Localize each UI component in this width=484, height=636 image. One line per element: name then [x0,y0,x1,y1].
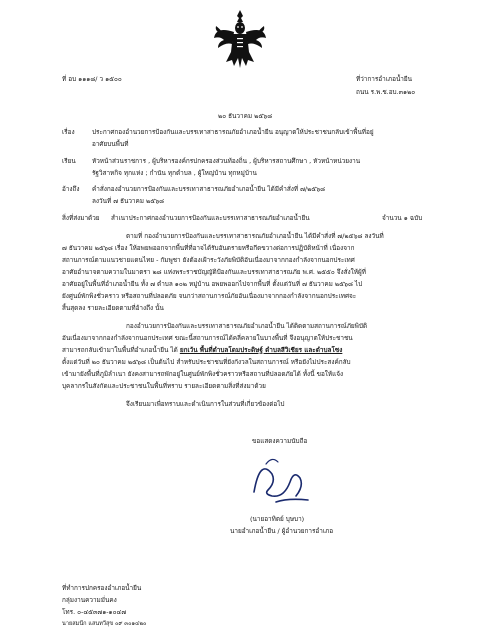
recipient-label: เรียน [62,157,76,165]
footer-unit: กลุ่มงานความมั่นคง [62,596,117,604]
reference-line2: ลงวันที่ ๗ ธันวาคม ๒๕๖๘ [92,197,165,205]
recipient-line2: รัฐวิสาหกิจ ทุกแห่ง ; กำนัน ทุกตำบล , ผู้ใหญ่บ้าน ทุกหมู่บ้าน [92,169,257,177]
signer-name: (นายอาทิตย์ บุษบา) [250,515,305,523]
footer-contact: นายสมนึก แสนทวีสุข ๐๙ ๓๐๑๔๒๐ [62,621,147,627]
paragraph2-line: เข้ามายังพื้นที่ภูมิลำเนา ยังคงสามารถพักอยู่ในศูนย์พักพิงชั่วคราวหรือสถานที่ปลอดภัยได้ ทั้งนี้ ขอให้แจ้ง [62,370,344,378]
paragraph1-line: ยังศูนย์พักพิงชั่วคราว หรือสถานที่ปลอดภัย จนกว่าสถานการณ์ภัยอันเนื่องมาจากกองกำลังจากนอกประเทศจะ [62,292,357,300]
regards-text: ขอแสดงความนับถือ [252,437,308,445]
paragraph2-permission-text: สามารถกลับเข้ามาในพื้นที่อำเภอน้ำยืน ได้ [62,346,180,354]
paragraph2-line: ตั้งแต่วันที่ ๒๐ ธันวาคม ๒๕๖๘ เป็นต้นไป สำหรับประชาชนที่ยังกังวลในสถานการณ์ หรือยังไม่ประสงค์กลับ [62,358,351,366]
recipient-line1: หัวหน้าส่วนราชการ , ผู้บริหารองค์กรปกครองส่วนท้องถิ่น , ผู้บริหารสถานศึกษา , หัวหน้าหน่วยงาน [92,157,361,165]
office-road: ถนน ร.พ.ช.อบ.๓๑๒๐ [356,88,416,96]
paragraph1-line: ๗ ธันวาคม ๒๕๖๘ เรื่อง ให้อพยพออกจากพื้นที่ที่อาจได้รับอันตรายหรือกีดขวางต่อการปฏิบัติหน้าที่ เนื่องจาก [62,244,355,252]
subject-text-line1: ประกาศกองอำนวยการป้องกันและบรรเทาสาธารณภัยอำเภอน้ำยืน อนุญาตให้ประชาชนกลับเข้าพื้นที่อยู่ [92,128,374,136]
subject-label: เรื่อง [62,128,75,136]
garuda-emblem-icon [212,8,268,70]
enclosure-label: สิ่งที่ส่งมาด้วย [62,214,100,222]
signature-icon [246,452,316,510]
paragraph1-line: อาศัยอำนาจตามความในมาตรา ๒๘ แห่งพระราชบัญญัติป้องกันและบรรเทาสาธารณภัย พ.ศ. ๒๕๕๐ จึงสั่งให้ผู้ที่ [62,268,366,276]
office-name: ที่ว่าการอำเภอน้ำยืน [356,75,413,83]
footer-office: ที่ทำการปกครองอำเภอน้ำยืน [62,584,142,592]
paragraph1-line: ตามที่ กองอำนวยการป้องกันและบรรเทาสาธารณภัยอำเภอน้ำยืน ได้มีคำสั่งที่ ๗/๒๕๖๘ ลงวันที่ [126,232,384,240]
reference-line1: คำสั่งกองอำนวยการป้องกันและบรรเทาสาธารณภัยอำเภอน้ำยืน ได้มีคำสั่งที่ ๗/๒๕๖๘ [92,185,326,193]
paragraph1-line: อาศัยอยู่ในพื้นที่อำเภอน้ำยืน ทั้ง ๗ ตำบล ๑๐๒ หมู่บ้าน อพยพออกไปจากพื้นที่ ตั้งแต่วันที่ ๗ ธันวาคม ๒๕๖๘ ไป [62,280,363,288]
paragraph2-exception-text: ยกเว้น พื้นที่ตำบลโดมประดิษฐ์ ตำบลสีวิเชียร และตำบลโซง [179,346,343,354]
enclosure-text: สำเนาประกาศกองอำนวยการป้องกันและบรรเทาสาธารณภัยอำเภอน้ำยืน [111,214,310,222]
footer-phone: โทร. ๐-๔๕๓๗๑-๑๐๔๗ [62,608,127,616]
paragraph2-line [62,346,342,355]
subject-text-line2: อาศัยบนพื้นที่ [92,140,129,148]
signer-position: นายอำเภอน้ำยืน / ผู้อำนวยการอำเภอ [230,527,334,535]
closing-paragraph: จึงเรียนมาเพื่อทราบและดำเนินการในส่วนที่เกี่ยวข้องต่อไป [126,400,285,408]
paragraph2-line: กองอำนวยการป้องกันและบรรเทาสาธารณภัยอำเภอน้ำยืน ได้ติดตามสถานการณ์ภัยพิบัติ [126,322,368,330]
paragraph1-line: สิ้นสุดลง รายละเอียดตามที่อ้างถึง นั้น [62,304,164,312]
document-number: ที่ อบ ๑๑๑๘/ ว ๑๕๐๐ [62,75,122,83]
paragraph2-line: อันเนื่องมาจากกองกำลังจากนอกประเทศ ขณะนี้สถานการณ์ได้คลี่คลายในบางพื้นที่ จึงอนุญาตให้ประชาชน [62,334,353,342]
paragraph2-line: บุคลากรในสังกัดและประชาชนในพื้นที่ทราบ รายละเอียดตามสิ่งที่ส่งมาด้วย [62,382,266,390]
enclosure-count: จำนวน ๑ ฉบับ [382,214,423,222]
document-date: ๒๐ ธันวาคม ๒๕๖๘ [218,112,273,120]
paragraph1-line: สถานการณ์ตามแนวชายแดนไทย - กัมพูชา ยังต้องเฝ้าระวังภัยพิบัติอันเนื่องมาจากกองกำลังจากนอกประเทศ [62,256,355,264]
reference-label: อ้างถึง [62,185,80,193]
